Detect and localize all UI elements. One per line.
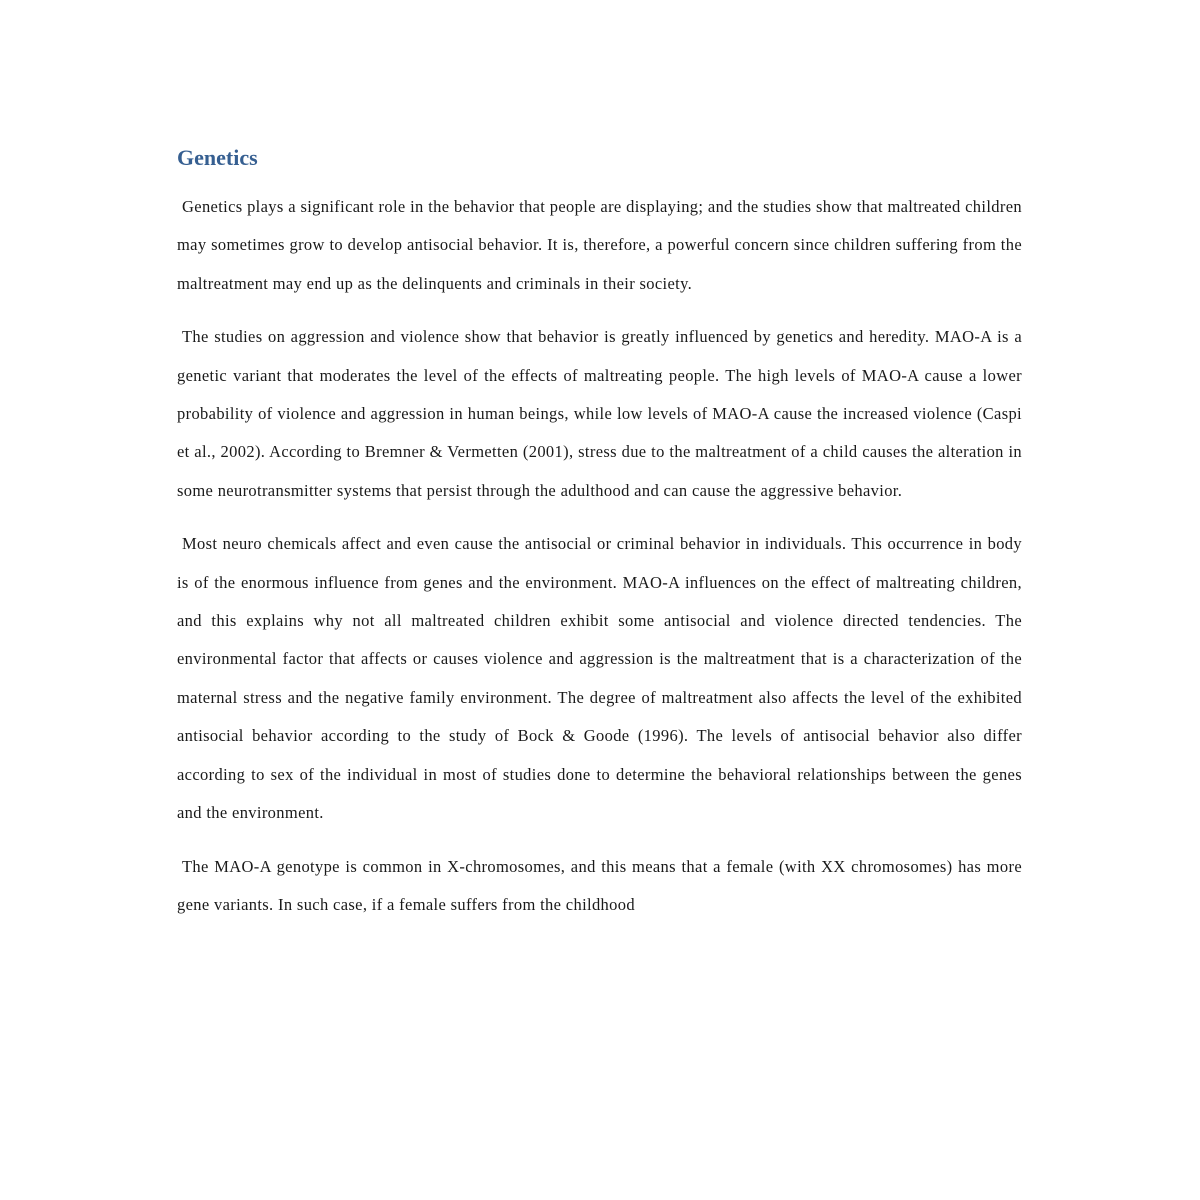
- paragraph-3: Most neuro chemicals affect and even cause the antisocial or criminal behavior in individuals. This occurrence in body is of the enormous influence from genes and the environment. MAO-A influences on the effect of maltreating children, and this explains why not all maltreated children exhibit some antisocial and violence directed tendencies. The environmental factor that affects or causes violence and aggression is the maltreatment that is a characterization of the maternal stress and the negative family environment. The degree of maltreatment also affects the level of the exhibited antisocial behavior according to the study of Bock & Goode (1996). The levels of antisocial behavior also differ according to sex of the individual in most of studies done to determine the behavioral relationships between the genes and the environment.: [177, 534, 1022, 823]
- document-body: [177, 140, 1022, 939]
- section-heading: Genetics: [177, 145, 258, 170]
- paragraph-1: Genetics plays a significant role in the behavior that people are displaying; and the studies show that maltreated children may sometimes grow to develop antisocial behavior. It is, therefore, a powerful concern since children suffering from the maltreatment may end up as the delinquents and criminals in their society.: [177, 197, 1022, 293]
- paragraph-4: The MAO-A genotype is common in X-chromosomes, and this means that a female (with XX chromosomes) has more gene variants. In such case, if a female suffers from the childhood: [177, 856, 1022, 914]
- paragraph-2: The studies on aggression and violence show that behavior is greatly influenced by genetics and heredity. MAO-A is a genetic variant that moderates the level of the effects of maltreating people. The high levels of MAO-A cause a lower probability of violence and aggression in human beings, while low levels of MAO-A cause the increased violence (Caspi et al., 2002). According to Bremner & Vermetten (2001), stress due to the maltreatment of a child causes the alteration in some neurotransmitter systems that persist through the adulthood and can cause the aggressive behavior.: [177, 327, 1022, 500]
